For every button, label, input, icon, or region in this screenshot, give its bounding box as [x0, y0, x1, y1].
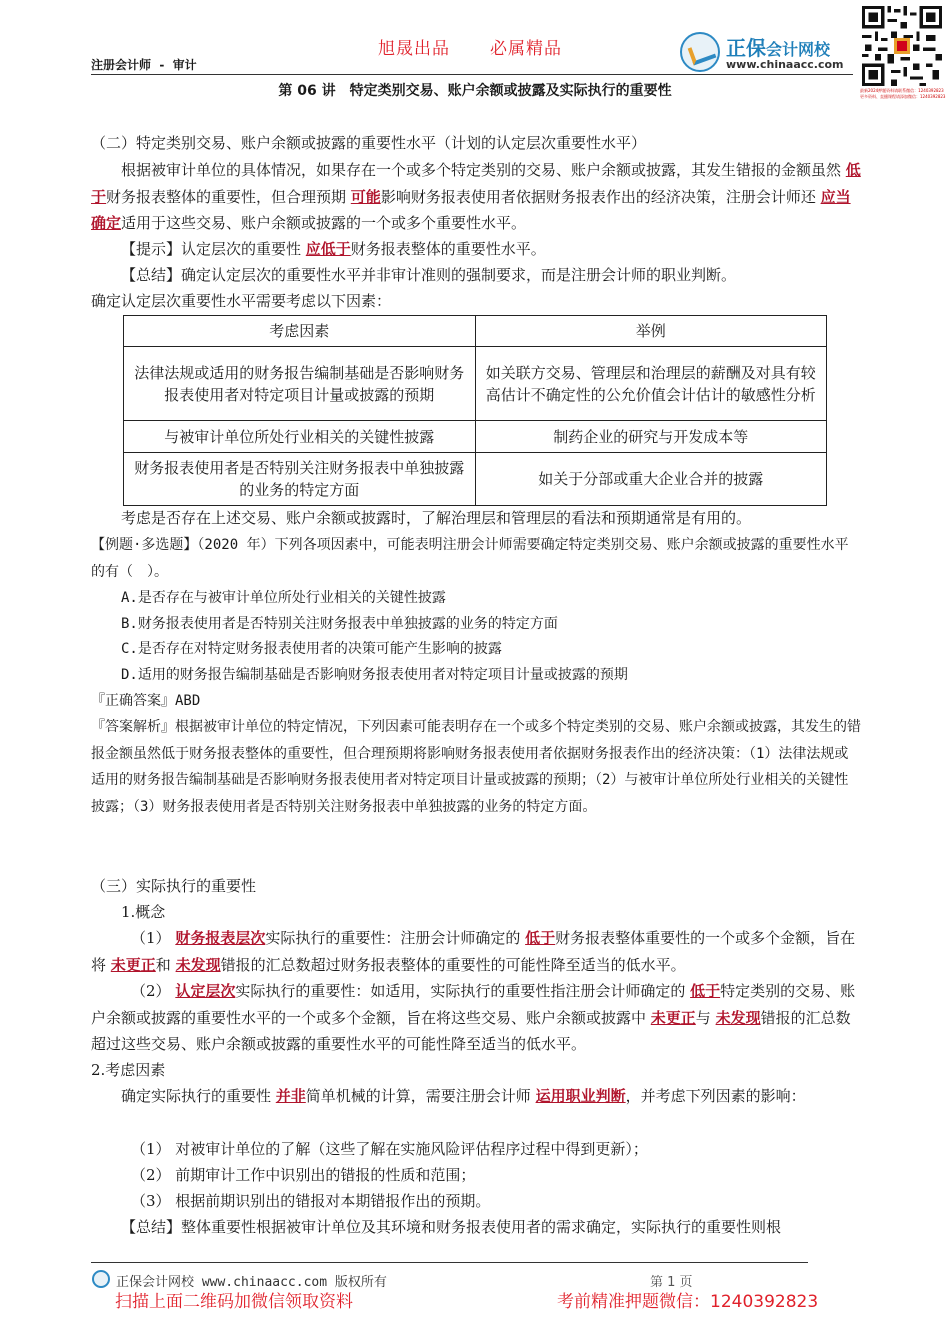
page-title: 第 06 讲 特定类别交易、账户余额或披露及实际执行的重要性 — [278, 83, 672, 99]
table-cell: 财务报表使用者是否特别关注财务报表中单独披露的业务的特定方面 — [124, 453, 476, 506]
concept-paragraph-1: （1） 财务报表层次实际执行的重要性：注册会计师确定的 低于财务报表整体重要性的一个或多个金额，旨在将 未更正和 未发现错报的汇总数超过财务报表整体的重要性的可能性降至适当的低水平。 — [91, 929, 856, 974]
option-b: B.财务报表使用者是否特别关注财务报表中单独披露的业务的特定方面 — [121, 616, 558, 632]
footer-divider — [91, 1262, 808, 1263]
logo-url: www.chinaacc.com — [726, 58, 844, 71]
table-header: 考虑因素 — [124, 316, 476, 347]
page-number: 第 1 页 — [650, 1275, 693, 1290]
table-cell: 法律法规或适用的财务报告编制基础是否影响财务报表使用者对特定项目计量或披露的预期 — [124, 347, 476, 421]
section2-paragraph: 根据被审计单位的具体情况，如果存在一个或多个特定类别的交易、账户余额或披露，其发生错报的金额虽然 低于财务报表整体的重要性，但合理预期 可能影响财务报表使用者依据财务报表作出的经济决策，注册会计师还 应当确定适用于这些交易、账户余额或披露的一个或多个重要性水平。 — [91, 161, 861, 232]
concept-title: 1.概念 — [121, 903, 166, 921]
keyword: 应当确定 — [91, 187, 851, 232]
tip-paragraph: 【提示】认定层次的重要性 应低于财务报表整体的重要性水平。 — [121, 240, 546, 258]
section3-summary: 【总结】整体重要性根据被审计单位及其环境和财务报表使用者的需求确定，实际执行的重要性则根 — [121, 1218, 782, 1236]
correct-answer: 『正确答案』ABD — [91, 693, 201, 709]
summary-paragraph: 【总结】确定认定层次的重要性水平并非审计准则的强制要求，而是注册会计师的职业判断。 — [121, 266, 737, 284]
keyword: 低于 — [91, 161, 861, 206]
keyword: 可能 — [350, 187, 381, 206]
table-cell: 与被审计单位所处行业相关的关键性披露 — [124, 421, 476, 453]
table-row — [124, 347, 827, 421]
option-a: A.是否存在与被审计单位所处行业相关的关键性披露 — [121, 590, 446, 606]
factors-table — [123, 315, 827, 506]
after-table-note: 考虑是否存在上述交易、账户余额或披露时，了解治理层和管理层的看法和预期通常是有用的。 — [121, 509, 752, 527]
factor-item: （3） 根据前期识别出的错报对本期错报作出的预期。 — [131, 1192, 491, 1210]
site-logo[interactable] — [680, 30, 858, 74]
keyword: 认定层次 — [175, 982, 236, 1000]
table-header: 举例 — [475, 316, 827, 347]
keyword: 应低于 — [305, 240, 351, 258]
header-promo — [378, 34, 602, 59]
logo-name: 正保会计网校 — [726, 36, 831, 60]
table-cell: 如关于分部或重大企业合并的披露 — [475, 453, 827, 506]
option-c: C.是否存在对特定财务报表使用者的决策可能产生影响的披露 — [121, 641, 502, 657]
keyword: 未发现 — [175, 955, 221, 974]
keyword: 财务报表层次 — [175, 929, 266, 947]
table-cell: 制药企业的研究与开发成本等 — [475, 421, 827, 453]
footer-wechat-note: 考前精准押题微信：1240392823 — [557, 1292, 819, 1312]
footer-logo-icon — [92, 1270, 110, 1288]
factor-item: （2） 前期审计工作中识别出的错报的性质和范围； — [131, 1166, 476, 1184]
footer-scan-note: 扫描上面二维码加微信领取资料 — [115, 1292, 353, 1312]
qr-caption: 最新2024押题资料请联系微信：1240392823 更多资料、直播课程请添加微信：1240392823 — [860, 88, 946, 99]
footer-copyright: 正保会计网校 www.chinaacc.com 版权所有 — [116, 1275, 387, 1290]
keyword: 低于 — [690, 982, 721, 1000]
table-row — [124, 421, 827, 453]
promo-left: 旭晟出品 — [378, 39, 450, 59]
example-stem: 【例题·多选题】（2020 年）下列各项因素中，可能表明注册会计师需要确定特定类别交易、账户余额或披露的重要性水平的有（ ）。 — [91, 537, 849, 580]
table-cell: 如关联方交易、管理层和治理层的薪酬及对具有较高估计不确定性的公允价值会计估计的敏感性分析 — [475, 347, 827, 421]
qr-code-icon — [862, 6, 942, 86]
keyword: 运用职业判断 — [535, 1087, 626, 1105]
factors-paragraph: 确定实际执行的重要性 并非简单机械的计算，需要注册会计师 运用职业判断，并考虑下列因素的影响： — [121, 1087, 806, 1105]
keyword: 未发现 — [715, 1008, 761, 1027]
keyword: 未更正 — [650, 1008, 696, 1027]
table-row — [124, 453, 827, 506]
factors-intro: 确定认定层次重要性水平需要考虑以下因素： — [91, 292, 392, 310]
keyword: 未更正 — [110, 955, 156, 974]
logo-icon — [680, 32, 720, 72]
keyword: 低于 — [525, 929, 556, 947]
factors-title: 2.考虑因素 — [91, 1061, 166, 1079]
section-heading-2: （二）特定类别交易、账户余额或披露的重要性水平（计划的认定层次重要性水平） — [91, 134, 647, 152]
factor-item: （1） 对被审计单位的了解（这些了解在实施风险评估程序过程中得到更新）； — [131, 1140, 648, 1158]
answer-analysis: 『答案解析』根据被审计单位的特定情况，下列因素可能表明存在一个或多个特定类别的交易、账户余额或披露，其发生的错报金额虽然低于财务报表整体的重要性，但合理预期将影响财务报表使用者依据财务报表作出的经济决策：（1）法律法规或适用的财务报告编制基础是否影响财务报表使用者对特定项目计量或披露的预期；（2）与被审计单位所处行业相关的关键性披露；（3）财务报表使用者是否特别关注财务报表中单独披露的业务的特定方面。 — [91, 719, 861, 815]
option-d: D.适用的财务报告编制基础是否影响财务报表使用者对特定项目计量或披露的预期 — [121, 667, 628, 683]
concept-paragraph-2: （2） 认定层次实际执行的重要性：如适用，实际执行的重要性指注册会计师确定的 低于特定类别的交易、账户余额或披露的重要性水平的一个或多个金额，旨在将这些交易、账户余额或披露中 未更正与 未发现错报的汇总数超过这些交易、账户余额或披露的重要性水平的可能性降至适当的低水平。 — [91, 982, 856, 1053]
section-heading-3: （三）实际执行的重要性 — [91, 877, 257, 895]
keyword: 并非 — [275, 1087, 306, 1105]
header-divider — [91, 74, 853, 75]
promo-right: 必属精品 — [490, 39, 562, 59]
course-name: 注册会计师 - 审计 — [91, 58, 197, 72]
